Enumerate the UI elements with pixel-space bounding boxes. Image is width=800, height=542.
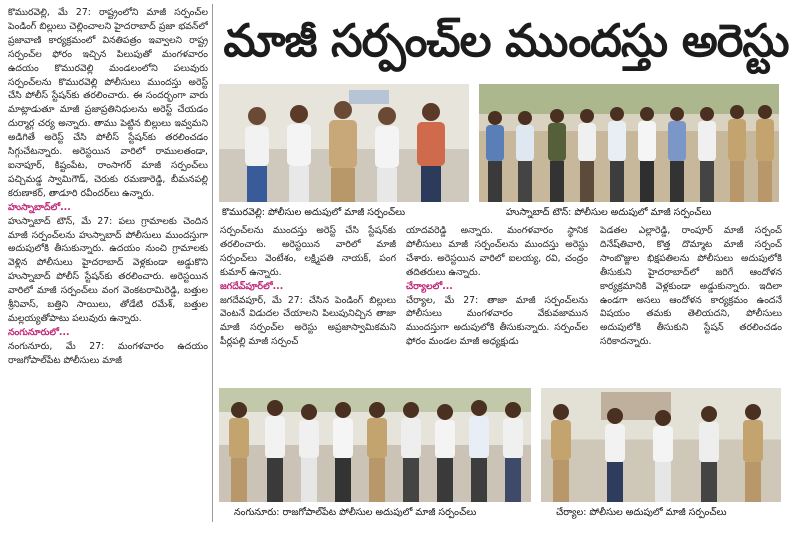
headline: మాజీ సర్పంచ్‌ల ముందస్తు అరెస్టు [223, 14, 789, 67]
article-column-4 [600, 224, 782, 382]
group-photo [219, 388, 531, 502]
section-subheading: చేర్యాలలో... [406, 280, 453, 292]
article-paragraph: చేర్యాల, మే 27: తాజా మాజీ సర్పంచ్‌లను పోలీసులు మంగళవారం వేకువజామున ముందస్తుగా అదుపులోకి తీసుకున్నారు. సర్పంచ్‌ల ఫోరం మండల మాజీ అధ్యక్షుడు [406, 294, 588, 348]
article-column-3 [406, 224, 588, 382]
photo-caption: కొమురవెల్లి: పోలీసుల అదుపులో మాజీ సర్పంచ్‌లు [222, 207, 406, 218]
article-column-2 [220, 224, 396, 382]
column-divider [212, 4, 213, 522]
article-paragraph: నంగునూరు, మే 27: మంగళవారం ఉదయం రాజగోపాల్‌పేట పోలీసులు మాజీ [8, 340, 208, 366]
photo-caption: చేర్యాల: పోలీసుల అదుపులో మాజీ సర్పంచ్‌లు [556, 507, 727, 518]
section-subheading: జగదేవ్‌పూర్‌లో... [220, 280, 284, 292]
article-paragraph: కొమురవెల్లి, మే 27: రాష్ట్రంలోని మాజీ సర్పంచ్‌ల పెండింగ్ బిల్లులు చెల్లించాలని హైదరాబాద్ ప్రజా భవన్‌లో ప్రజావాణి కార్యక్రమంలో వినతిపత్రం ఇవ్వాలని రాష్ట్ర సర్పంచ్‌ల ఫోరం ఇచ్చిన పిలుపుతో మంగళవారం ఉదయం కొమురవెల్లి మండలంలోని పలువురు సర్పంచ్‌లను కొమురవెల్లి పోలీసులు ముందస్తు అరెస్ట్ చేసి పోలీస్ స్టేషన్‌కు తరలించారు. ఈ సందర్భంగా వారు మాట్లాడుతూ మాజీ ప్రజాప్రతినిధులను అరెస్ట్ చేయడం దుర్మార్గ చర్య అన్నారు. తాము పెట్టిన బిల్లులు ఇవ్వమని అడిగితే అరెస్ట్ చేసి పోలీస్ స్టేషన్‌కు తరలించడం సిగ్గుచేటన్నారు. అరెస్టయిన వారిలో రాములతండా, ఐనాపూర్, కిష్టంపేట, రాంసాగర్ మాజీ సర్పంచ్‌లు పచ్చిమడ్డ స్వామిగౌడ్, చెరుకు రమణారెడ్డి, బీమనపల్లి కరుణాకర్, తాడూరి రవీందర్‌లు ఉన్నారు. [8, 7, 208, 199]
article-paragraph: యాదవరెడ్డి అన్నారు. మంగళవారం స్థానిక పోలీసులు మాజీ సర్పంచ్‌లను ముందస్తు అరెస్టు చేశారు. అరెస్టయిన వారిలో ఐలయ్య, రవి, చంద్రం తదితరులు ఉన్నారు. [406, 225, 588, 278]
group-photo [541, 388, 781, 502]
article-column-1 [8, 6, 208, 526]
article-paragraph: సర్పంచ్‌లను ముందస్తు అరెస్ట్ చేసి స్టేషన్‌కు తరలించారు. అరెస్టయిన వారిలో మాజీ సర్పంచ్‌లు వెంటేశం, లక్ష్మిపతి నాయక్, పంగ కుమార్ ఉన్నారు. [220, 225, 396, 278]
photo-cheryal [541, 388, 781, 502]
photo-komuravelli [219, 84, 469, 202]
section-subheading: నంగునూరులో... [8, 326, 70, 338]
photo-nangunur [219, 388, 531, 502]
section-subheading: హుస్నాబాద్‌లో... [8, 201, 71, 213]
group-photo [479, 84, 779, 202]
group-photo [219, 84, 469, 202]
article-paragraph: పెడతల ఎల్లారెడ్డి, రాంపూర్ మాజీ సర్పంచ్ దినేష్‌తివారి, కొత్త దొమ్మాట మాజీ సర్పంచ్ సాంబొజ్జుల భిక్షపతిలను పోలీసులు అదుపులోకి తీసుకుని హైదరాబాద్‌లో జరిగే ఆందోళన కార్యక్రమానికి వెళ్లకుండా అడ్డుకున్నారు. ఇదిలా ఉండగా అసలు ఆందోళన కార్యక్రమం ఉందనే విషయం తమకు తెలియదని, పోలీసులు అదుపులోకి తీసుకుని స్టేషన్ తరలించడం సరికాదన్నారు. [600, 225, 782, 348]
article-paragraph: జగదేవపూర్, మే 27: చేసిన పెండింగ్ బిల్లులు వెంటనే విడుదల చేయాలని పిలుపునిచ్చిన తాజా మాజీ సర్పంచ్‌ల అరెస్టు అప్రజాస్వామికమని పీర్లపల్లి మాజీ సర్పంచ్ [220, 294, 396, 348]
photo-caption: నంగునూరు: రాజగోపాల్‌పేట పోలీసుల అదుపులో మాజీ సర్పంచ్‌లు [234, 507, 477, 518]
article-paragraph: హుస్నాబాద్ టౌన్, మే 27: పలు గ్రామాలకు చెందిన మాజీ సర్పంచ్‌లను హుస్నాబాద్ పోలీసులు ముందస్తుగా అదుపులోకి తీసుకున్నారు. ఉదయం నుంచి గ్రామాలకు వెళ్లిన పోలీసులు హైదరాబాద్ వెళ్లకుండా అడ్డుకొని హుస్నాబాద్ పోలీస్ స్టేషన్‌కు తరలించారు. అరెస్టయిన వారిలో మాజీ సర్పంచ్‌లు వంగ వెంకటరామిరెడ్డి, బత్తుల శ్రీనివాస్, బత్తిని సాయిలు, తోడేటి రమేశ్, బత్తుల మల్లయ్యతోపాటు పలువురు ఉన్నారు. [8, 215, 208, 324]
photo-caption: హుస్నాబాద్ టౌన్: పోలీసుల అదుపులో మాజీ సర్పంచ్‌లు [506, 207, 712, 218]
photo-husnabad [479, 84, 779, 202]
